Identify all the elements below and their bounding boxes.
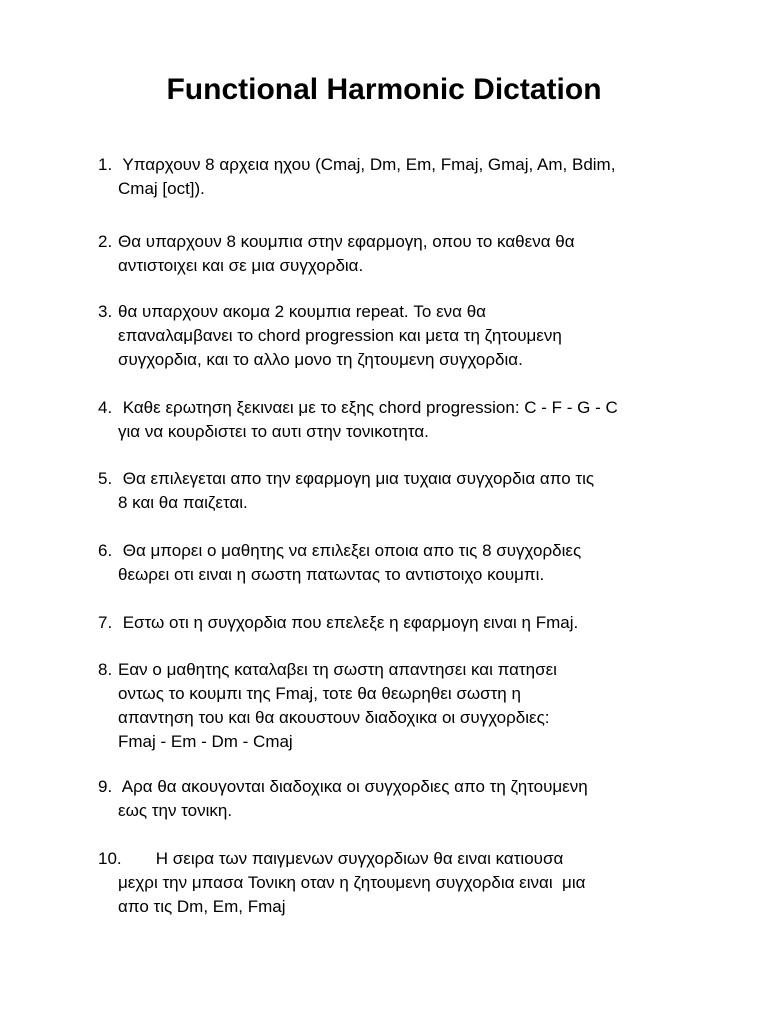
list-item-number: 1. <box>98 155 113 174</box>
list-item <box>98 230 718 278</box>
list-item <box>98 847 718 919</box>
list-item-line: 8 και θα παιζεται. <box>118 493 248 512</box>
list-item-text <box>98 611 718 635</box>
list-item-line: θα υπαρχουν ακομα 2 κουμπια repeat. Το ενα θα <box>118 302 486 321</box>
list-item-text <box>98 467 718 515</box>
list-item-text <box>98 658 718 754</box>
list-item-line: για να κουρδιστει το αυτι στην τονικοτητα. <box>118 422 429 441</box>
list-item <box>98 300 718 372</box>
list-item-line: Εστω οτι η συγχορδια που επελεξε η εφαρμογη ειναι η Fmaj. <box>118 613 579 632</box>
list-item-line: Fmaj - Em - Dm - Cmaj <box>118 732 293 751</box>
list-item-line: Η σειρα των παιγμενων συγχορδιων θα ειναι κατιουσα <box>118 849 564 868</box>
list-item-text <box>98 775 718 823</box>
list-item-line: Καθε ερωτηση ξεκιναει με το εξης chord progression: C - F - G - C <box>118 398 618 417</box>
list-item-number: 6. <box>98 541 113 560</box>
list-item <box>98 658 718 754</box>
list-item-number: 8. <box>98 660 113 679</box>
list-item-line: απο τις Dm, Em, Fmaj <box>118 897 286 916</box>
list-item-number: 9. <box>98 777 113 796</box>
list-item-line: Θα μπορει ο μαθητης να επιλεξει οποια απο τις 8 συγχορδιες <box>118 541 582 560</box>
list-item-line: Θα υπαρχουν 8 κουμπια στην εφαρμογη, οπου το καθενα θα <box>118 232 575 251</box>
list-item-line: Cmaj [oct]). <box>118 179 205 198</box>
list-item-line: εως την τονικη. <box>118 801 233 820</box>
list-item-line: Υπαρχουν 8 αρχεια ηχου (Cmaj, Dm, Em, Fmaj, Gmaj, Am, Bdim, <box>118 155 616 174</box>
list-item-line: απαντηση του και θα ακουστουν διαδοχικα οι συγχορδιες: <box>118 708 550 727</box>
list-item <box>98 611 718 635</box>
list-item-line: αντιστοιχει και σε μια συγχορδια. <box>118 256 364 275</box>
list-item-line: μεχρι την μπασα Τονικη οταν η ζητουμενη συγχορδια ειναι μια <box>118 873 586 892</box>
list-item-line: Εαν ο μαθητης καταλαβει τη σωστη απαντησει και πατησει <box>118 660 557 679</box>
list-item-number: 10. <box>98 849 122 868</box>
list-item-text <box>98 230 718 278</box>
list-item-line: επαναλαμβανει το chord progression και μετα τη ζητουμενη <box>118 326 562 345</box>
list-item-text <box>98 847 718 919</box>
list-item-text <box>98 539 718 587</box>
list-item-number: 3. <box>98 302 113 321</box>
list-item-number: 2. <box>98 232 113 251</box>
list-item-line: συγχορδια, και το αλλο μονο τη ζητουμενη συγχορδια. <box>118 350 523 369</box>
list-item <box>98 467 718 515</box>
list-item-line: Θα επιλεγεται απο την εφαρμογη μια τυχαια συγχορδια απο τις <box>118 469 595 488</box>
list-item-number: 4. <box>98 398 113 417</box>
list-item <box>98 396 718 444</box>
list-item-number: 7. <box>98 613 113 632</box>
list-item-text <box>98 396 718 444</box>
list-item <box>98 775 718 823</box>
list-item <box>98 539 718 587</box>
list-item-line: Αρα θα ακουγονται διαδοχικα οι συγχορδιες απο τη ζητουμενη <box>118 777 588 796</box>
list-item-text <box>98 300 718 372</box>
list-item-line: θεωρει οτι ειναι η σωστη πατωντας το αντιστοιχο κουμπι. <box>118 565 545 584</box>
list-item-number: 5. <box>98 469 113 488</box>
list-item <box>98 153 718 201</box>
page-title: Functional Harmonic Dictation <box>166 73 602 106</box>
list-item-text <box>98 153 718 201</box>
list-item-line: οντως το κουμπι της Fmaj, τοτε θα θεωρηθει σωστη η <box>118 684 521 703</box>
